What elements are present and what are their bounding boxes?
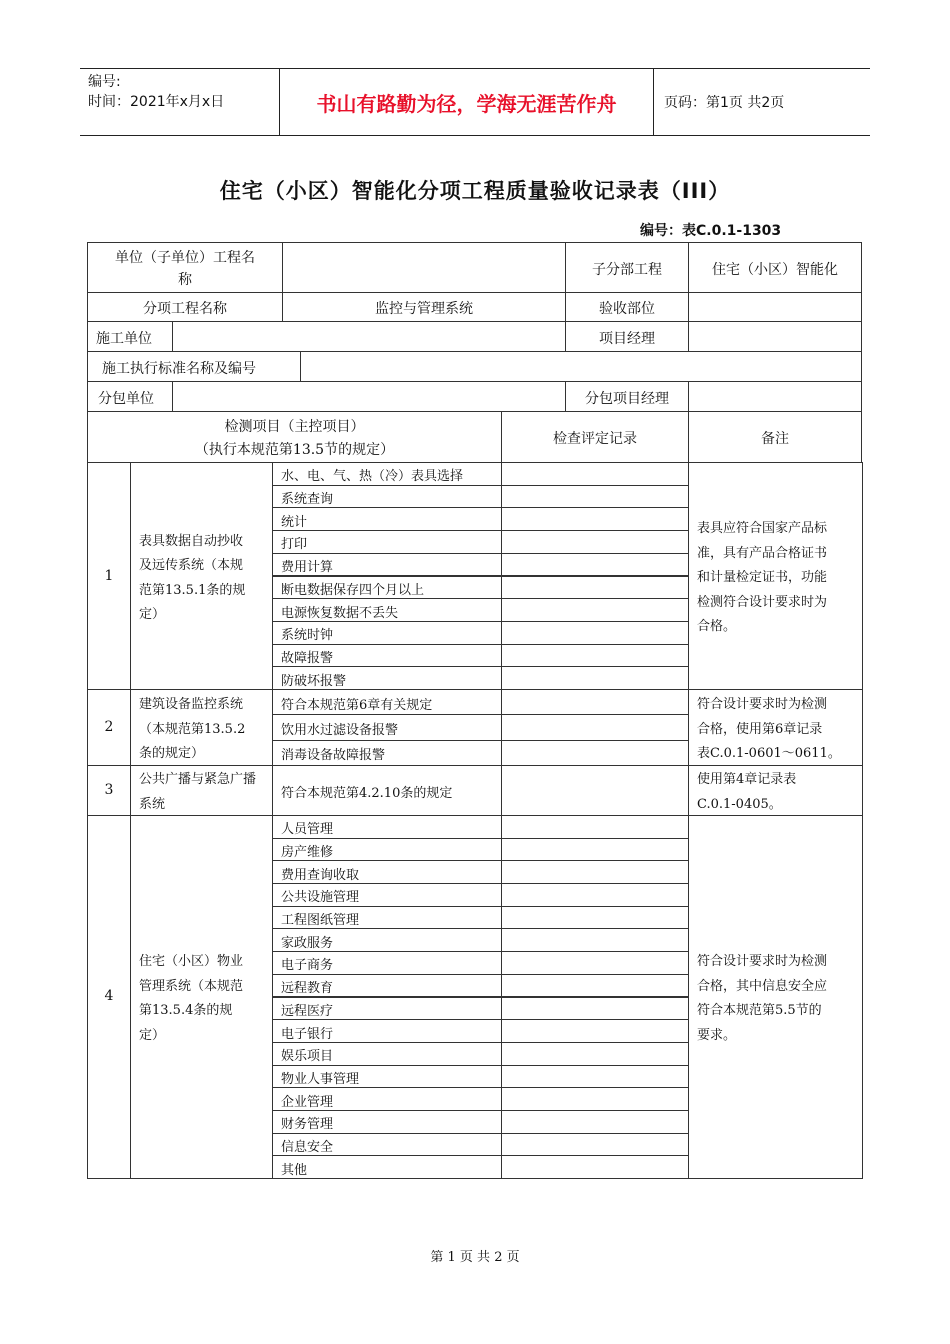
check-item-label: 水、电、气、热（冷）表具选择 (281, 469, 464, 485)
check-item-label: 娱乐项目 (281, 1049, 334, 1065)
section-remark-line: C.0.1-0405。 (697, 796, 782, 812)
section-name-line: 管理系统（本规范 (139, 978, 244, 994)
check-item-label: 电源恢复数据不丢失 (281, 605, 399, 621)
contractor-label-cell (87, 321, 173, 352)
sub-manager-label: 分包项目经理 (585, 391, 669, 407)
check-record-cell[interactable] (501, 1155, 689, 1179)
check-item-label: 防破坏报警 (281, 673, 347, 689)
sub-project-label: 子分部工程 (592, 262, 662, 278)
check-item-label: 远程教育 (281, 981, 334, 997)
check-record-cell[interactable] (501, 951, 689, 975)
item-name-label-cell (87, 292, 283, 322)
check-item (272, 689, 502, 715)
check-item-label: 消毒设备故障报警 (281, 748, 386, 764)
check-item (272, 1110, 502, 1134)
check-record-cell[interactable] (501, 765, 689, 816)
subcontractor-label: 分包单位 (98, 391, 154, 407)
section-remark-line: 要求。 (697, 1027, 737, 1043)
check-item (272, 553, 502, 577)
section-name-line: 系统 (139, 796, 166, 812)
check-item (272, 883, 502, 907)
section-name-line: （本规范第13.5.2 (139, 721, 246, 737)
section-name-line: 及远传系统（本规 (139, 558, 244, 573)
check-record-cell[interactable] (501, 598, 689, 622)
check-record-cell[interactable] (501, 553, 689, 577)
check-item-label: 费用计算 (281, 560, 334, 576)
check-item (272, 860, 502, 884)
section-number-cell (87, 462, 131, 690)
manager-label-cell (565, 321, 689, 352)
check-item (272, 576, 502, 600)
check-record-cell[interactable] (501, 815, 689, 839)
check-item-label: 费用查询收取 (281, 867, 360, 883)
acceptance-label-cell (565, 292, 689, 322)
check-item (272, 974, 502, 998)
check-record-cell[interactable] (501, 1019, 689, 1043)
section-name-line: 第13.5.4条的规 (139, 1003, 233, 1019)
standard-label-cell (87, 351, 301, 382)
check-record-cell[interactable] (501, 740, 689, 766)
section-number: 4 (104, 988, 114, 1005)
check-item (272, 997, 502, 1021)
document-title: 住宅（小区）智能化分项工程质量验收记录表（III） (219, 179, 731, 203)
record-header (501, 411, 689, 463)
check-item (272, 1155, 502, 1179)
check-item (272, 1042, 502, 1066)
sub-project-value: 住宅（小区）智能化 (712, 262, 838, 278)
check-item (272, 621, 502, 645)
check-record-cell[interactable] (501, 997, 689, 1021)
check-item (272, 1133, 502, 1157)
section-remark-line: 检测符合设计要求时为 (697, 594, 828, 610)
time-label: 时间：2021年x月x日 (88, 94, 225, 110)
check-item (272, 530, 502, 554)
sub-manager-label-cell (565, 381, 689, 412)
form-code: 编号：表C.0.1-1303 (640, 223, 782, 239)
check-item-label: 统计 (281, 514, 308, 530)
section-name-cell (130, 765, 273, 816)
check-item-label: 信息安全 (281, 1140, 334, 1156)
motto: 书山有路勤为径，学海无涯苦作舟 (280, 69, 654, 135)
check-record-cell[interactable] (501, 838, 689, 862)
check-record-cell[interactable] (501, 507, 689, 531)
section-remark-cell (688, 462, 863, 690)
section-remark-line: 表具应符合国家产品标 (697, 521, 828, 537)
section-name-line: 条的规定） (139, 746, 205, 762)
check-record-cell[interactable] (501, 1110, 689, 1134)
check-record-cell[interactable] (501, 666, 689, 690)
section-remark-line: 合格，使用第6章记录 (697, 721, 823, 737)
section-name-line: 建筑设备监控系统 (139, 697, 244, 713)
check-item-label: 断电数据保存四个月以上 (281, 582, 425, 598)
check-item (272, 765, 502, 816)
check-item-label: 企业管理 (281, 1094, 334, 1110)
check-item (272, 507, 502, 531)
section-remark-line: 表C.0.1-0601～0611。 (697, 746, 841, 762)
section-remark-line: 符合本规范第5.5节的 (697, 1003, 822, 1019)
check-item (272, 1019, 502, 1043)
check-item-label: 符合本规范第4.2.10条的规定 (281, 785, 453, 801)
check-item-label: 物业人事管理 (281, 1071, 360, 1087)
section-name-line: 公共广播与紧急广播 (139, 772, 257, 788)
unit-name-label-line2: 称 (178, 272, 192, 288)
sub-manager-value-cell[interactable] (688, 381, 862, 412)
subcontractor-label-cell (87, 381, 173, 412)
check-item-label: 电子商务 (281, 958, 334, 974)
section-name-line: 定） (139, 1027, 166, 1043)
check-record-cell[interactable] (501, 714, 689, 740)
page-header (80, 68, 870, 136)
check-record-cell[interactable] (501, 1133, 689, 1157)
section-remark-line: 和计量检定证书，功能 (697, 570, 828, 586)
check-item-label: 打印 (281, 537, 308, 553)
check-item (272, 714, 502, 740)
acceptance-value-cell[interactable] (688, 292, 862, 322)
check-record-cell[interactable] (501, 1087, 689, 1111)
check-record-cell[interactable] (501, 621, 689, 645)
section-name-cell (130, 462, 273, 690)
section-number-cell (87, 815, 131, 1179)
section-name-line: 住宅（小区）物业 (139, 954, 244, 970)
section-name-cell (130, 689, 273, 766)
check-item-label: 工程图纸管理 (281, 913, 360, 929)
check-item-label: 公共设施管理 (281, 890, 360, 906)
section-remark-line: 合格，其中信息安全应 (697, 978, 828, 994)
check-item (272, 838, 502, 862)
check-item-label: 房产维修 (281, 844, 334, 860)
page-indicator: 页码：第1页 共2页 (664, 95, 785, 111)
check-item (272, 951, 502, 975)
sub-project-value-cell (688, 242, 862, 293)
section-remark-cell (688, 815, 863, 1179)
check-item-label: 家政服务 (281, 935, 334, 951)
check-record-cell[interactable] (501, 644, 689, 668)
section-remark-cell (688, 765, 863, 816)
check-record-cell[interactable] (501, 1065, 689, 1089)
item-name-value-cell (282, 292, 566, 322)
section-number-cell (87, 765, 131, 816)
section-number: 1 (104, 567, 114, 584)
remark-header-label: 备注 (761, 431, 789, 447)
check-item-header-line2: （执行本规范第13.5节的规定） (194, 442, 395, 458)
check-item-label: 系统时钟 (281, 628, 334, 644)
check-item-label: 远程医疗 (281, 1003, 334, 1019)
section-remark-cell (688, 689, 863, 766)
check-item-header-line1: 检测项目（主控项目） (224, 419, 365, 435)
number-label: 编号: (88, 74, 121, 90)
section-name-line: 定） (139, 607, 166, 622)
check-item (272, 1087, 502, 1111)
check-item (272, 598, 502, 622)
section-name-line: 表具数据自动抄收 (139, 533, 244, 549)
check-record-cell[interactable] (501, 462, 689, 486)
check-item-label: 系统查询 (281, 492, 334, 508)
check-item (272, 815, 502, 839)
check-item (272, 462, 502, 486)
unit-name-label-line1: 单位（子单位）工程名 (115, 250, 255, 266)
manager-value-cell[interactable] (688, 321, 862, 352)
item-name-value: 监控与管理系统 (375, 301, 473, 317)
section-name-cell (130, 815, 273, 1179)
check-item-label: 其他 (281, 1162, 308, 1178)
check-record-cell[interactable] (501, 906, 689, 930)
section-number: 2 (104, 718, 114, 735)
check-item-label: 电子银行 (281, 1026, 334, 1042)
check-item (272, 928, 502, 952)
item-name-label: 分项工程名称 (143, 301, 227, 317)
check-record-cell[interactable] (501, 485, 689, 509)
section-name-line: 范第13.5.1条的规 (139, 582, 246, 598)
check-record-cell[interactable] (501, 883, 689, 907)
section-remark-line: 准，具有产品合格证书 (697, 545, 828, 561)
check-item-label: 人员管理 (281, 822, 334, 838)
sub-project-label-cell (565, 242, 689, 293)
check-item (272, 485, 502, 509)
check-record-cell[interactable] (501, 530, 689, 554)
section-number-cell (87, 689, 131, 766)
check-record-cell[interactable] (501, 860, 689, 884)
check-item (272, 666, 502, 690)
check-record-cell[interactable] (501, 974, 689, 998)
section-remark-line: 符合设计要求时为检测 (697, 697, 828, 713)
check-item-label: 财务管理 (281, 1117, 334, 1133)
check-item (272, 740, 502, 766)
check-item (272, 906, 502, 930)
check-item (272, 1065, 502, 1089)
header-meta (80, 69, 280, 135)
check-record-cell[interactable] (501, 928, 689, 952)
contractor-value-cell[interactable] (172, 321, 566, 352)
check-item-label: 饮用水过滤设备报警 (281, 722, 399, 738)
section-remark-line: 符合设计要求时为检测 (697, 954, 828, 970)
section-remark-line: 使用第4章记录表 (697, 772, 797, 788)
subcontractor-value-cell[interactable] (172, 381, 566, 412)
unit-name-value-cell[interactable] (282, 242, 566, 293)
standard-label: 施工执行标准名称及编号 (102, 361, 256, 377)
check-item (272, 644, 502, 668)
check-record-cell[interactable] (501, 576, 689, 600)
record-header-label: 检查评定记录 (553, 431, 637, 447)
contractor-label: 施工单位 (96, 331, 152, 347)
check-item-label: 故障报警 (281, 650, 334, 666)
page-footer: 第 1 页 共 2 页 (430, 1250, 520, 1265)
check-item-label: 符合本规范第6章有关规定 (281, 697, 433, 713)
acceptance-label: 验收部位 (599, 301, 655, 317)
section-remark-line: 合格。 (697, 619, 737, 635)
check-item-header (87, 411, 502, 463)
manager-label: 项目经理 (599, 331, 655, 347)
check-record-cell[interactable] (501, 689, 689, 715)
unit-name-label-cell (87, 242, 283, 293)
section-number: 3 (104, 781, 114, 798)
check-record-cell[interactable] (501, 1042, 689, 1066)
remark-header (688, 411, 862, 463)
standard-value-cell[interactable] (300, 351, 862, 382)
